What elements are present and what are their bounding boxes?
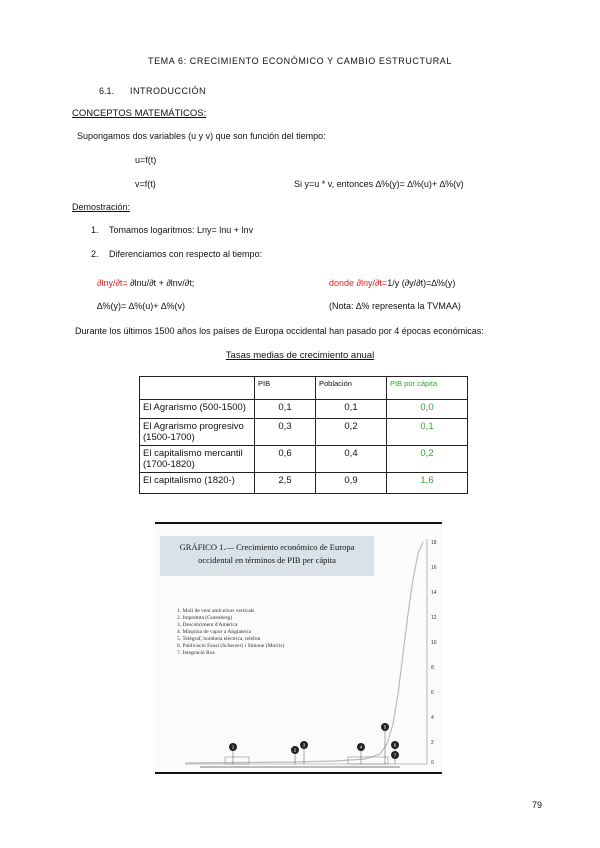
marker-2-label: 2 — [293, 747, 297, 753]
table-header-cell: Población — [316, 377, 387, 400]
legend-item: 2. Impremta (Gutenberg) — [177, 615, 233, 621]
y-tick-label: 16 — [431, 565, 437, 571]
tvmaa-note: (Nota: ∆% representa la TVMAA) — [329, 301, 461, 311]
table-cell-poblacion: 0,2 — [316, 419, 387, 446]
event-markers — [225, 723, 399, 764]
x-tick-strip — [200, 766, 400, 768]
epoch-name: El Agrarismo (500-1500) — [143, 402, 246, 413]
y-tick-label: 6 — [431, 690, 434, 696]
donde-red-term: donde ∂lny/∂t= — [329, 278, 388, 288]
marker-6-label: 6 — [393, 742, 397, 748]
table-cell-epoch — [140, 473, 255, 494]
table-cell-pib: 0,3 — [255, 419, 316, 446]
y-tick-label: 4 — [431, 715, 434, 721]
legend-item: 3. Descobriment d'Amèrica — [177, 622, 238, 628]
table-row — [140, 419, 468, 446]
growth-rates-table — [139, 376, 468, 494]
epoch-years: (1700-1820) — [143, 459, 195, 470]
table-cell-pib-per-capita: 1,6 — [387, 473, 468, 494]
y-tick-label: 2 — [431, 740, 434, 746]
table-cell-pib-per-capita: 0,1 — [387, 419, 468, 446]
table-cell-epoch — [140, 400, 255, 419]
table-cell-poblacion: 0,4 — [316, 446, 387, 473]
page-title: TEMA 6: CRECIMIENTO ECONÓMICO Y CAMBIO ESTRUCTURAL — [147, 56, 453, 66]
product-rule: Si y=u * v, entonces ∆%(y)= ∆%(u)+ ∆%(v) — [294, 179, 464, 189]
page-number: 79 — [532, 800, 543, 810]
y-tick-label: 18 — [431, 540, 437, 546]
table-header-cell: PIB por cápita — [387, 377, 468, 400]
concepts-heading: CONCEPTOS MATEMÁTICOS: — [72, 108, 207, 119]
epoch-name: El capitalismo (1820-) — [143, 475, 235, 486]
donde-expression — [329, 278, 455, 288]
table-header-cell — [140, 377, 255, 400]
legend-item: 1. Molí de vent amb eixos verticals — [177, 608, 255, 614]
figure-plot — [155, 524, 442, 772]
table-header-cell: PIB — [255, 377, 316, 400]
gdp-per-capita-figure — [155, 522, 442, 774]
epoch-name: El Agrarismo progresivo — [143, 421, 244, 432]
result-equation: ∆%(y)= ∆%(u)+ ∆%(v) — [97, 301, 186, 311]
table-cell-epoch — [140, 419, 255, 446]
step2-text: Diferenciamos con respecto al tiempo: — [109, 249, 263, 259]
donde-rest: 1/y (∂y/∂t)=∆%(y) — [387, 278, 456, 288]
marker-1-label: 1 — [231, 744, 235, 750]
demo-heading: Demostración: — [72, 202, 131, 212]
y-tick-label: 12 — [431, 615, 437, 621]
derivative-rest: ∂lnu/∂t + ∂lnv/∂t; — [127, 278, 195, 288]
y-tick-label: 0 — [431, 760, 434, 766]
figure-title-line1: GRÁFICO 1.— Crecimiento económico de Europa — [179, 542, 355, 552]
section-title: INTRODUCCIÓN — [130, 86, 206, 96]
derivative-red-term: ∂lny/∂t= — [97, 278, 128, 288]
y-tick-label: 14 — [431, 590, 437, 596]
table-caption: Tasas medias de crecimiento anual — [225, 350, 375, 361]
y-tick-label: 8 — [431, 665, 434, 671]
table-row — [140, 473, 468, 494]
marker-7-label: 7 — [393, 752, 397, 758]
concepts-intro: Supongamos dos variables (u y v) que son función del tiempo: — [77, 131, 326, 141]
table-cell-poblacion: 0,1 — [316, 400, 387, 419]
table-row — [140, 400, 468, 419]
legend-item: 4. Màquina de vapor a Anglaterra — [177, 629, 251, 635]
derivative-expression — [97, 278, 194, 288]
table-cell-pib: 0,1 — [255, 400, 316, 419]
table-cell-poblacion: 0,9 — [316, 473, 387, 494]
y-tick-label: 10 — [431, 640, 437, 646]
table-header-row — [140, 377, 468, 400]
table-cell-pib: 2,5 — [255, 473, 316, 494]
equation-u: u=f(t) — [135, 155, 157, 165]
epoch-name: El capitalismo mercantil — [143, 448, 243, 459]
epoch-years: (1500-1700) — [143, 432, 195, 443]
marker-4-label: 4 — [359, 744, 363, 750]
table-cell-pib-per-capita: 0,2 — [387, 446, 468, 473]
figure-title-line2: occidental en términos de PIB per cápita — [198, 555, 336, 565]
table-cell-pib-per-capita: 0,0 — [387, 400, 468, 419]
table-cell-pib: 0,6 — [255, 446, 316, 473]
legend-item: 7. Integració Rus — [177, 650, 215, 656]
table-cell-epoch — [140, 446, 255, 473]
marker-5-label: 5 — [383, 724, 387, 730]
equation-v: v=f(t) — [135, 179, 156, 189]
table-row — [140, 446, 468, 473]
x-tick-labels — [200, 766, 400, 768]
marker-3-label: 3 — [302, 742, 306, 748]
legend-item: 5. Telègraf, bombeta elèctrica, telèfon — [177, 636, 261, 642]
section-number: 6.1. — [99, 86, 115, 96]
step2-number: 2. — [91, 249, 99, 259]
step1-number: 1. — [91, 225, 99, 235]
europe-epochs-text: Durante los últimos 1500 años los países de Europa occidental han pasado por 4 épocas económicas: — [75, 326, 484, 336]
legend-item: 6. Publicació Fausi (Scherzer) i Simone (Morris) — [177, 643, 285, 649]
step1-text: Tomamos logaritmos: Lny= lnu + lnv — [109, 225, 254, 235]
